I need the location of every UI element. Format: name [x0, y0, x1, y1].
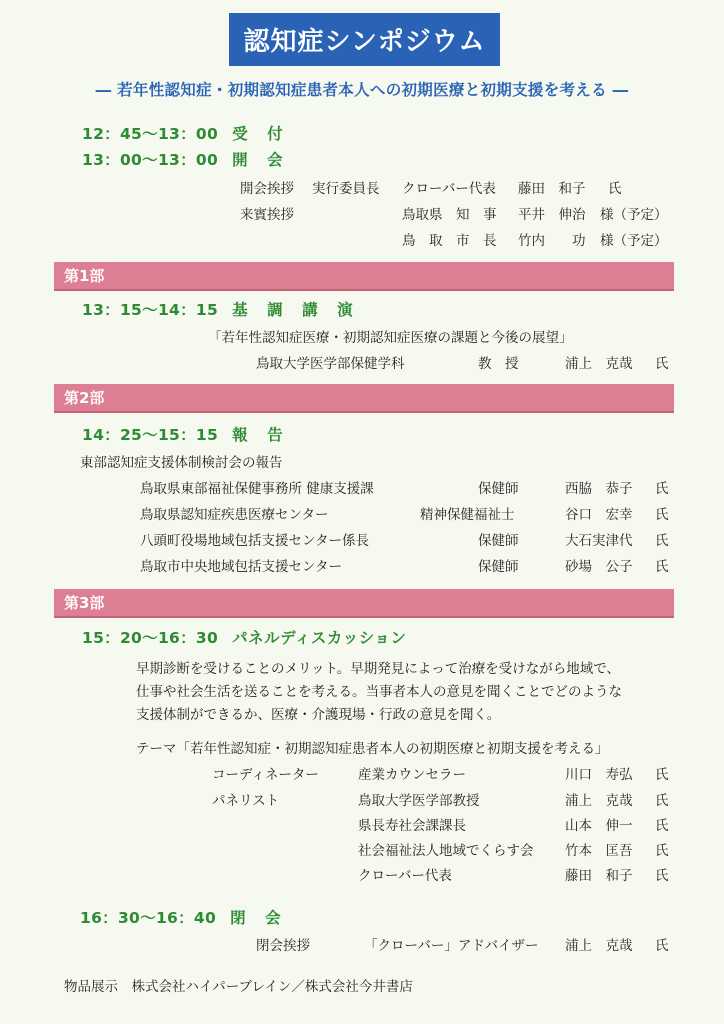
- report-intro: 東部認知症支援体制検討会の報告: [80, 455, 283, 471]
- guest-2-honor: 様（予定）: [600, 233, 668, 249]
- reporter-4-honor: 氏: [655, 559, 669, 575]
- reporter-1-name: 西脇 恭子: [565, 481, 633, 497]
- reporter-3-honor: 氏: [655, 533, 669, 549]
- reporter-1-position: 保健師: [478, 481, 519, 497]
- part3-row: [82, 626, 406, 648]
- reporter-4-org: 鳥取市中央地域包括支援センター: [140, 559, 342, 575]
- part3-header-bar: [54, 589, 674, 618]
- part3-header: 第3部: [64, 594, 105, 612]
- panel-1-org: 産業カウンセラー: [358, 767, 466, 783]
- part2-time: 14：25〜15：15: [82, 426, 219, 444]
- opening-honor: 氏: [608, 181, 622, 197]
- reporter-2-position: 精神保健福祉士: [420, 507, 515, 523]
- opening-org: クローバー代表: [402, 181, 496, 197]
- part1-header-bar: [54, 262, 674, 291]
- reporter-4-position: 保健師: [478, 559, 519, 575]
- exhibit-note: 物品展示 株式会社ハイパーブレイン／株式会社今井書店: [64, 979, 413, 995]
- panel-5-name: 藤田 和子: [565, 868, 633, 884]
- opening-title: 実行委員長: [312, 181, 380, 197]
- panel-1-honor: 氏: [655, 767, 669, 783]
- reporter-2-org: 鳥取県認知症疾患医療センター: [140, 507, 329, 523]
- reporter-2-name: 谷口 宏幸: [565, 507, 633, 523]
- panel-2-org: 鳥取大学医学部教授: [358, 793, 480, 809]
- panel-4-honor: 氏: [655, 843, 669, 859]
- part1-label: 基 調 講 演: [232, 301, 355, 319]
- guest-2-org: 鳥 取 市 長: [402, 233, 497, 249]
- lecture-title: 「若年性認知症医療・初期認知症医療の課題と今後の展望」: [208, 330, 573, 346]
- reporter-3-position: 保健師: [478, 533, 519, 549]
- reception-label: 受 付: [232, 125, 285, 143]
- guest-1-honor: 様（予定）: [600, 207, 668, 223]
- opening-time: 13：00〜13：00: [82, 151, 219, 169]
- part2-header-bar: [54, 384, 674, 413]
- part2-header: 第2部: [64, 389, 105, 407]
- opening-row: [82, 148, 285, 170]
- opening-name: 藤田 和子: [518, 181, 586, 197]
- reporter-3-org: 八頭町役場地域包括支援センター係長: [140, 533, 369, 549]
- closing-role: 閉会挨拶: [256, 938, 310, 954]
- panel-2-name: 浦上 克哉: [565, 793, 633, 809]
- closing-org: 「クローバー」アドバイザー: [364, 938, 539, 954]
- panel-3-name: 山本 伸一: [565, 818, 633, 834]
- page-title: 認知症シンポジウム: [229, 13, 500, 66]
- opening-label: 開 会: [232, 151, 285, 169]
- guest-1-org: 鳥取県 知 事: [402, 207, 497, 223]
- closing-label: 閉 会: [230, 909, 283, 927]
- reporter-2-honor: 氏: [655, 507, 669, 523]
- speaker-org: 鳥取大学医学部保健学科: [256, 356, 405, 372]
- panel-4-org: 社会福祉法人地域でくらす会: [358, 843, 534, 859]
- closing-honor: 氏: [655, 938, 669, 954]
- guest-role: 来賓挨拶: [240, 207, 294, 223]
- discussion-line-3: 支援体制ができるか、医療・介護現場・行政の意見を聞く。: [136, 707, 501, 723]
- part3-time: 15：20〜16：30: [82, 629, 219, 647]
- part2-label: 報 告: [232, 426, 285, 444]
- panel-2-honor: 氏: [655, 793, 669, 809]
- closing-name: 浦上 克哉: [565, 938, 633, 954]
- closing-time: 16：30〜16：40: [80, 909, 217, 927]
- guest-2-name: 竹内 功: [518, 233, 586, 249]
- speaker-name: 浦上 克哉: [565, 356, 633, 372]
- opening-role: 開会挨拶: [240, 181, 294, 197]
- discussion-theme: テーマ「若年性認知症・初期認知症患者本人の初期医療と初期支援を考える」: [136, 741, 609, 757]
- panel-3-honor: 氏: [655, 818, 669, 834]
- panel-4-name: 竹本 匡吾: [565, 843, 633, 859]
- panel-3-org: 県長寿社会課課長: [358, 818, 466, 834]
- reception-row: [82, 122, 285, 144]
- reporter-1-org: 鳥取県東部福祉保健事務所 健康支援課: [140, 481, 374, 497]
- part3-label: パネルディスカッション: [232, 629, 407, 647]
- part1-time: 13：15〜14：15: [82, 301, 219, 319]
- discussion-line-2: 仕事や社会生活を送ることを考える。当事者本人の意見を聞くことでどのような: [136, 684, 622, 700]
- panel-5-honor: 氏: [655, 868, 669, 884]
- part2-row: [82, 423, 285, 445]
- reporter-1-honor: 氏: [655, 481, 669, 497]
- page-subtitle: ― 若年性認知症・初期認知症患者本人への初期医療と初期支援を考える ―: [95, 81, 629, 99]
- panel-1-name: 川口 寿弘: [565, 767, 633, 783]
- reporter-3-name: 大石実津代: [565, 533, 633, 549]
- part1-row: [82, 298, 355, 320]
- speaker-honor: 氏: [655, 356, 669, 372]
- discussion-line-1: 早期診断を受けることのメリット。早期発見によって治療を受けながら地域で、: [136, 661, 620, 677]
- guest-1-name: 平井 伸治: [518, 207, 586, 223]
- part1-header: 第1部: [64, 267, 105, 285]
- reporter-4-name: 砂場 公子: [565, 559, 633, 575]
- panel-2-role: パネリスト: [212, 793, 280, 809]
- closing-row: [80, 906, 283, 928]
- speaker-position: 教 授: [478, 356, 519, 372]
- reception-time: 12：45〜13：00: [82, 125, 219, 143]
- panel-5-org: クローバー代表: [358, 868, 452, 884]
- panel-1-role: コーディネーター: [212, 767, 319, 783]
